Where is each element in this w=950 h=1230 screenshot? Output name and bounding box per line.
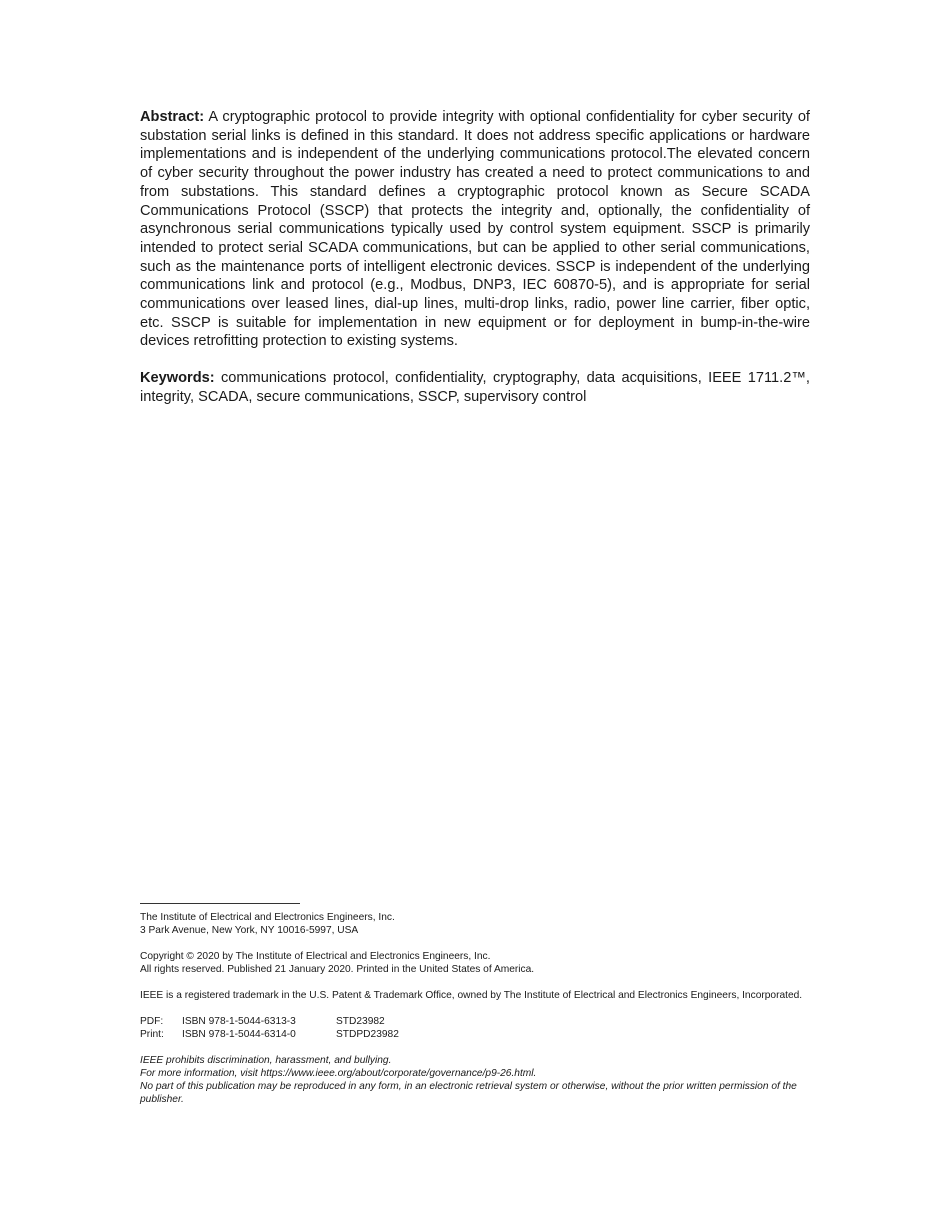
rights-line: All rights reserved. Published 21 January 2020. Printed in the United States of America. [140,964,535,975]
trademark-block [140,989,810,1002]
isbn-type: PDF: [140,1016,164,1027]
trademark-text: IEEE is a registered trademark in the U.S. Patent & Trademark Office, owned by The Institute of Electrical and Electronics Engineers, Incorporated. [140,990,803,1001]
keywords-text: communications protocol, confidentiality, cryptography, data acquisitions, IEEE 1711.2™, integrity, SCADA, secure communications, SSCP, supervisory control [140,370,810,405]
publisher-address: 3 Park Avenue, New York, NY 10016-5997, USA [140,925,359,936]
abstract-paragraph [140,108,810,351]
keywords-label: Keywords: [140,370,215,387]
isbn-code: STD23982 [336,1016,385,1027]
footer [140,903,810,1119]
abstract-label: Abstract: [140,109,205,125]
isbn-number: ISBN 978-1-5044-6314-0 [182,1029,296,1040]
copyright-block [140,950,810,976]
isbn-code: STDPD23982 [336,1029,399,1040]
isbn-block [140,1015,810,1041]
notices-block [140,1054,810,1106]
copyright-line: Copyright © 2020 by The Institute of Electrical and Electronics Engineers, Inc. [140,951,491,962]
publisher-name: The Institute of Electrical and Electronics Engineers, Inc. [140,912,395,923]
publisher-block [140,911,810,937]
isbn-number: ISBN 978-1-5044-6313-3 [182,1016,296,1027]
keywords-paragraph [140,369,810,406]
abstract-text: A cryptographic protocol to provide integrity with optional confidentiality for cyber security of substation serial links is defined in this standard. It does not address specific applications or hardware implementations and is independent of the underlying communications protocol.The elevated concern of cyber security throughout the power industry has created a need to protect communications to and from substations. This standard defines a cryptographic protocol known as Secure SCADA Communications Protocol (SSCP) that protects the integrity and, optionally, the confidentiality of asynchronous serial communications typically used by control system equipment. SSCP is primarily intended to protect serial SCADA communications, but can be applied to other serial communications, such as the maintenance ports of intelligent electronic devices. SSCP is independent of the underlying communications link and protocol (e.g., Modbus, DNP3, IEC 60870-5), and is appropriate for serial communications over leased lines, dial-up lines, multi-drop links, radio, power line carrier, fiber optic, etc. SSCP is suitable for implementation in new equipment or for deployment in bump-in-the-wire devices retrofitting protection to existing systems. [140,109,810,350]
reproduction-notice: No part of this publication may be reproduced in any form, in an electronic retrieval system or otherwise, without the prior written permission of the publisher. [140,1081,797,1105]
anti-discrimination-notice: IEEE prohibits discrimination, harassment, and bullying. [140,1055,392,1066]
isbn-type: Print: [140,1029,164,1040]
footer-divider [140,903,300,904]
isbn-row-pdf [140,1015,810,1028]
isbn-row-print [140,1028,810,1041]
more-info-notice: For more information, visit https://www.ieee.org/about/corporate/governance/p9-26.html. [140,1068,537,1079]
front-matter [140,108,810,407]
